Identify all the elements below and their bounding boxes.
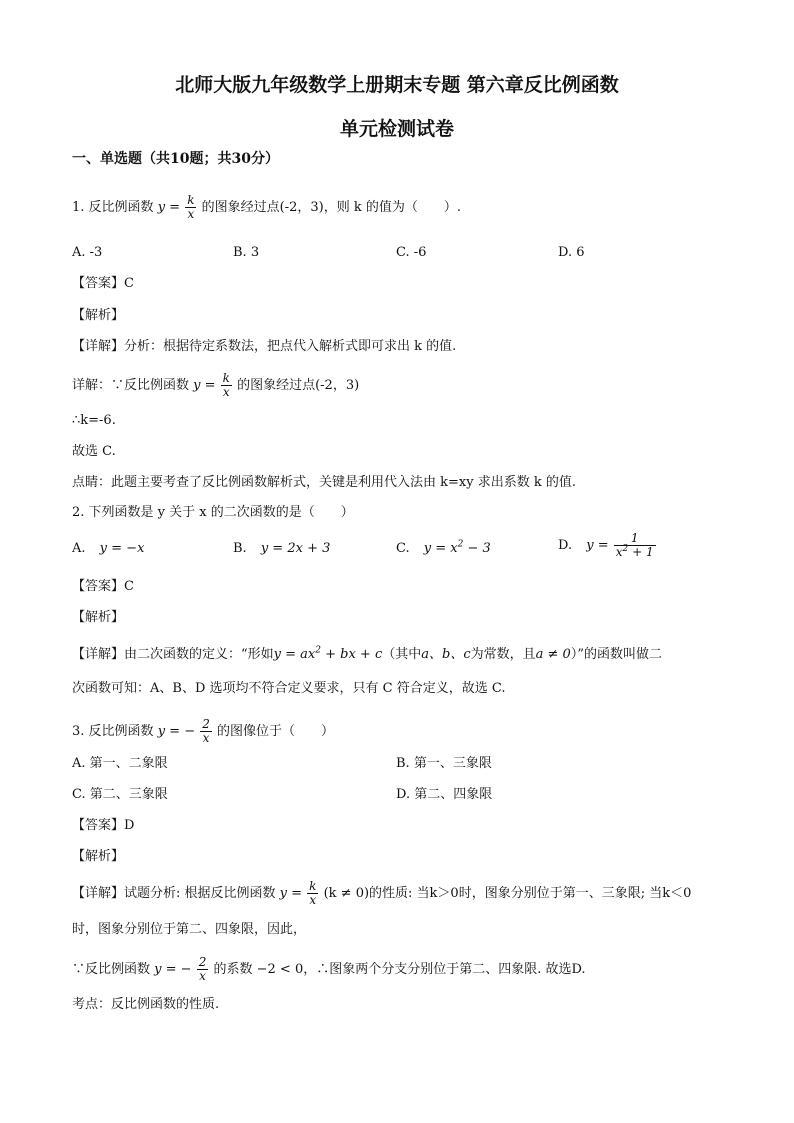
q1-formula-lhs: y = xyxy=(157,200,181,215)
q2-option-a xyxy=(72,540,144,558)
q1-sol-fraction xyxy=(221,372,232,399)
q2-opt-a-label: A. xyxy=(72,541,86,556)
q1-note: 点睛：此题主要考查了反比例函数解析式，关键是利用代入法由 k=xy 求出系数 k 的值. xyxy=(72,475,576,490)
q1-frac-num: k xyxy=(187,193,195,207)
q1-option-c: C. -6 xyxy=(396,245,427,260)
q2-detail1-expr-sup: 2 xyxy=(315,645,321,656)
q3-detail-line2: 时，图象分别位于第二、四象限，因此， xyxy=(72,922,307,937)
q2-option-d xyxy=(558,532,657,559)
q2-opt-d-den-sup: 2 xyxy=(622,544,629,554)
q1-sol-post: 的图象经过点(-2，3) xyxy=(237,378,360,393)
q2-opt-c-sup: 2 xyxy=(457,539,464,550)
q3-answer: 【答案】D xyxy=(72,818,135,833)
q2-analysis-label: 【解析】 xyxy=(72,610,125,625)
q2-opt-d-den-post: + 1 xyxy=(628,545,654,559)
q3-detail-line1 xyxy=(72,880,691,907)
q3-kaodian: 考点：反比例函数的性质. xyxy=(72,997,220,1012)
q3-option-c: C. 第二、三象限 xyxy=(72,787,168,802)
q3-detail3-lhs: y = − xyxy=(154,962,192,977)
q3-detail1-cond: (k ≠ 0) xyxy=(323,886,370,901)
q3-detail1-pre: 【详解】试题分析: 根据反比例函数 xyxy=(72,886,276,901)
q3-detail3-den: x xyxy=(199,969,206,983)
doc-title-line2: 单元检测试卷 xyxy=(339,118,454,140)
q3-detail3-pre: ∵反比例函数 xyxy=(72,962,151,977)
q2-opt-d-lhs: y = xyxy=(586,538,609,553)
q2-opt-c-label: C. xyxy=(396,541,410,556)
q3-detail1-den: x xyxy=(309,893,317,907)
q1-fraction xyxy=(185,194,196,221)
section-heading: 一、单选题（共10题；共30分） xyxy=(72,151,279,167)
q2-detail1-post: ）”的函数叫做二 xyxy=(570,647,662,662)
q3-option-a: A. 第一、二象限 xyxy=(72,756,168,771)
q1-option-b: B. 3 xyxy=(233,245,260,260)
q1-option-d: D. 6 xyxy=(558,245,585,260)
q2-opt-d-num: 1 xyxy=(614,532,656,546)
q3-stem-pre: 3. 反比例函数 xyxy=(72,724,154,739)
q3-detail1-fraction xyxy=(307,880,318,907)
q2-opt-d-label: D. xyxy=(558,538,573,553)
q2-option-c xyxy=(396,540,491,558)
q2-opt-d-den-pre: x xyxy=(615,545,623,559)
q3-frac-num: 2 xyxy=(202,717,210,731)
q2-detail1-expr-b: + bx + c xyxy=(320,647,383,662)
q2-detail-line2: 次函数可知：A、B、D 选项均不符合定义要求，只有 C 符合定义，故选 C. xyxy=(72,681,506,696)
q2-detail1-abc: a、b、c xyxy=(421,647,471,662)
q2-detail1-expr-a: y = ax xyxy=(273,647,316,662)
q3-detail1-num: k xyxy=(309,879,317,893)
q2-detail1-mid: （其中 xyxy=(382,647,422,662)
q3-frac-den: x xyxy=(202,731,210,745)
q1-stem-post: 的图象经过点(-2，3)，则 k 的值为（ ）. xyxy=(201,200,461,215)
q1-stem-pre: 1. 反比例函数 xyxy=(72,200,154,215)
q1-answer: 【答案】C xyxy=(72,276,134,291)
q1-solution xyxy=(72,372,359,399)
q2-opt-b-label: B. xyxy=(233,541,247,556)
q1-sol-num: k xyxy=(222,371,230,385)
q1-stem xyxy=(72,194,461,221)
q2-answer: 【答案】C xyxy=(72,579,134,594)
q1-sol-den: x xyxy=(222,385,230,399)
q1-frac-den: x xyxy=(187,207,195,221)
q3-detail3-fraction xyxy=(197,956,209,983)
q3-option-b: B. 第一、三象限 xyxy=(396,756,492,771)
q3-formula-lhs: y = − xyxy=(157,724,196,739)
q2-opt-b-expr: y = 2x + 3 xyxy=(260,541,331,556)
q3-detail3-post: 的系数 −2 < 0，∴图象两个分支分别位于第二、四象限. 故选D. xyxy=(213,962,586,977)
q1-option-a: A. -3 xyxy=(72,245,103,260)
q3-detail-line3 xyxy=(72,956,586,983)
q3-stem xyxy=(72,718,334,745)
q3-detail1-lhs: y = xyxy=(279,886,303,901)
q2-opt-c-post: − 3 xyxy=(463,541,491,556)
q2-detail1-mid2: 为常数，且 xyxy=(470,647,536,662)
q1-sol-lhs: y = xyxy=(193,378,216,393)
q1-sol-step3: 故选 C. xyxy=(72,444,116,459)
q2-detail1-pre: 【详解】由二次函数的定义：“形如 xyxy=(72,647,274,662)
q1-sol-pre: 详解：∵反比例函数 xyxy=(72,378,190,393)
q2-stem: 2. 下列函数是 y 关于 x 的二次函数的是（ ） xyxy=(72,505,354,520)
q2-opt-a-expr: y = −x xyxy=(99,541,145,556)
q3-detail3-num: 2 xyxy=(198,955,207,969)
q3-detail1-post: 的性质: 当k＞0时，图象分别位于第一、三象限; 当k＜0 xyxy=(369,886,692,901)
q3-fraction xyxy=(200,718,212,745)
q1-analysis-label: 【解析】 xyxy=(72,308,125,323)
q1-detail: 【详解】分析：根据待定系数法，把点代入解析式即可求出 k 的值. xyxy=(72,339,457,354)
doc-title-line1: 北师大版九年级数学上册期末专题 第六章反比例函数 xyxy=(175,74,619,96)
q1-sol-step2: ∴k=-6. xyxy=(72,413,116,428)
q3-option-d: D. 第二、四象限 xyxy=(396,787,493,802)
q2-opt-d-fraction xyxy=(614,532,656,559)
q3-analysis-label: 【解析】 xyxy=(72,849,125,864)
q2-opt-c-pre: y = x xyxy=(423,541,458,556)
q2-option-b xyxy=(233,540,330,558)
q2-detail-line1 xyxy=(72,646,662,664)
q3-stem-post: 的图像位于（ ） xyxy=(217,724,335,739)
q2-detail1-cond: a ≠ 0 xyxy=(535,647,571,662)
